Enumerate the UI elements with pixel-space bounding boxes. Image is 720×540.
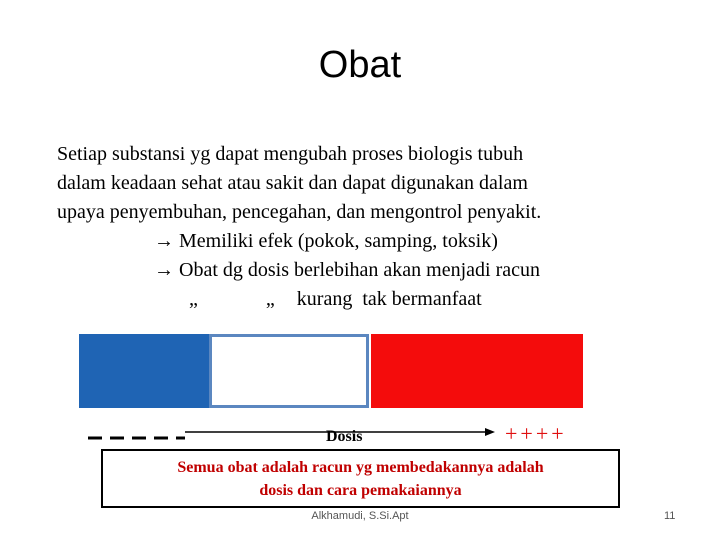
page-number: 11 [664, 510, 676, 522]
dosis-label: Dosis [326, 428, 363, 445]
footer-author: Alkhamudi, S.Si.Apt [311, 510, 409, 522]
conclusion-box [101, 449, 620, 508]
slide-title: Obat [318, 44, 402, 86]
paragraph-line-2: dalam keadaan sehat atau sakit dan dapat digunakan dalam [57, 172, 528, 194]
paragraph-line-1: Setiap substansi yg dapat mengubah proses biologis tubuh [57, 143, 524, 165]
plus-label: ++++ [505, 421, 567, 446]
conclusion-line-1: Semua obat adalah racun yg membedakannya adalah [177, 459, 544, 476]
ditto-mark-2: „ [265, 288, 275, 310]
bullet-racun: → Obat dg dosis berlebihan akan menjadi racun [154, 259, 540, 281]
paragraph-line-3: upaya penyembuhan, pencegahan, dan mengontrol penyakit. [57, 201, 542, 223]
conclusion-line-2: dosis dan cara pemakaiannya [259, 482, 462, 499]
ditto-tak-bermanfaat: tak bermanfaat [362, 288, 482, 310]
arrow-head [485, 428, 495, 436]
ditto-mark-1: „ [189, 288, 198, 310]
ditto-kurang: kurang [296, 288, 353, 310]
bullet-efek: → Memiliki efek (pokok, samping, toksik) [154, 230, 498, 252]
